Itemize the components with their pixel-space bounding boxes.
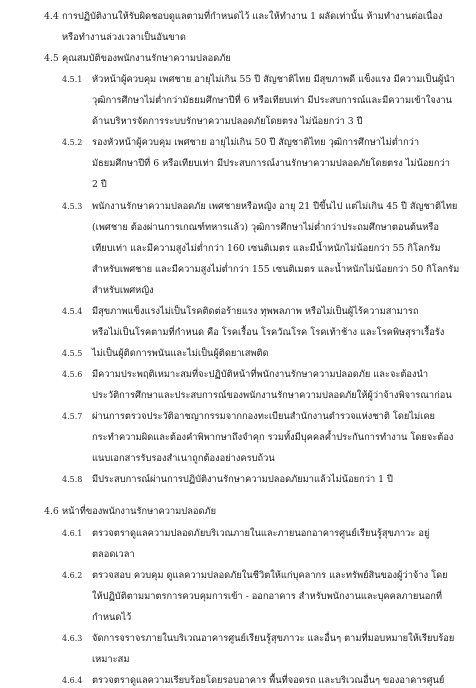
item-line: สำหรับเพศหญิง (92, 285, 154, 296)
item-line: ไม่เป็นผู้ติดการพนันและไม่เป็นผู้ติดยาเสพติด (92, 348, 269, 359)
item-line: จัดการจราจรภายในบริเวณอาคารศูนย์เรียนรู้สุขภาวะ และอื่นๆ ตามที่มอบหมายให้เรียบร้อย (92, 633, 455, 644)
item-line: ตลอดเวลา (92, 549, 135, 560)
item-number: 4.6.4 (62, 676, 83, 685)
item-line: ผ่านการตรวจประวัติอาชญากรรมจากกองทะเบียนสำนักงานตำรวจแห่งชาติ โดยไม่เคย (92, 411, 435, 422)
item-line: (เพศชาย ต้องผ่านการเกณฑ์ทหารแล้ว) วุฒิการศึกษาไม่ต่ำกว่าประถมศึกษาตอนต้นหรือ (92, 222, 439, 233)
item-line: หัวหน้าผู้ควบคุม เพศชาย อายุไม่เกิน 55 ปี สัญชาติไทย มีสุขภาพดี แข็งแรง มีความเป็นผู้นำ (92, 74, 455, 85)
item-number: 4.5.6 (62, 370, 83, 379)
item-line: ตรวจตราดูแลความปลอดภัยบริเวณภายในและภายนอกอาคารศูนย์เรียนรู้สุขภาวะ อยู่ (92, 528, 430, 539)
item-line: มีสุขภาพแข็งแรงไม่เป็นโรคติดต่อร้ายแรง ทุพพลภาพ หรือไม่เป็นผู้ไร้ความสามารถ (92, 306, 419, 317)
item-number: 4.6.2 (62, 571, 83, 580)
section-title: หน้าที่ของพนักงานรักษาความปลอดภัย (62, 506, 217, 517)
item-line: ตรวจสอบ ควบคุม ดูแลความปลอดภัยในชีวิตให้แก่บุคลากร และทรัพย์สินของผู้ว่าจ้าง โดย (92, 570, 448, 581)
item-line: แนบเอกสารรับรองสำเนาถูกต้องอย่างครบถ้วน (92, 453, 275, 464)
item-number: 4.5.1 (62, 75, 83, 84)
item-number: 4.5.4 (62, 307, 83, 316)
item-line: กำหนดไว้ (92, 612, 132, 623)
item-number: 4.5.2 (62, 138, 83, 147)
section-title: คุณสมบัติของพนักงานรักษาความปลอดภัย (62, 53, 231, 64)
paragraph-line: หรือทำงานล่วงเวลาเป็นอันขาด (62, 32, 186, 43)
item-number: 4.5.8 (62, 475, 83, 484)
item-number: 4.5.7 (62, 412, 83, 421)
item-line: ให้ปฏิบัติตามมาตรการควบคุมการเข้า - ออกอาคาร สำหรับพนักงานและบุคคลภายนอกที่ (92, 591, 443, 602)
section-number: 4.4 (44, 11, 59, 22)
item-line: กระทำความผิดและต้องคำพิพากษาถึงจำคุก รวมทั้งมีบุคคลค้ำประกันการทำงาน โดยจะต้อง (92, 432, 454, 443)
paragraph-line: การปฏิบัติงานให้รับผิดชอบดูแลตามที่กำหนดไว้ และให้ทำงาน 1 ผลัดเท่านั้น ห้ามทำงานต่อเนื่อง (62, 11, 443, 22)
item-line: รองหัวหน้าผู้ควบคุม เพศชาย อายุไม่เกิน 50 ปี สัญชาติไทย วุฒิการศึกษาไม่ต่ำกว่า (92, 137, 420, 148)
item-line: เหมาะสม (92, 654, 130, 665)
item-line: ประวัติการศึกษาและประสบการณ์ของพนักงานรักษาความปลอดภัยให้ผู้ว่าจ้างพิจารณาก่อน (92, 390, 452, 401)
item-line: พนักงานรักษาความปลอดภัย เพศชายหรือหญิง อายุ 21 ปีขึ้นไป แต่ไม่เกิน 45 ปี สัญชาติไทย (92, 201, 458, 212)
item-line: มีความประพฤติเหมาะสมที่จะปฏิบัติหน้าที่พนักงานรักษาความปลอดภัย และจะต้องนำ (92, 369, 429, 380)
item-line: 2 ปี (92, 179, 107, 190)
item-line: ด้านบริหารจัดการระบบรักษาความปลอดภัยโดยตรง ไม่น้อยกว่า 3 ปี (92, 116, 363, 127)
section-number: 4.6 (44, 506, 59, 517)
item-line: มีประสบการณ์ผ่านการปฏิบัติงานรักษาความปลอดภัยมาแล้วไม่น้อยกว่า 1 ปี (92, 474, 393, 485)
item-line: หรือไม่เป็นโรคตามที่กำหนด คือ โรคเรื้อน โรควัณโรค โรคเท้าช้าง และโรคพิษสุราเรื้อรัง (92, 327, 445, 338)
item-line: สำหรับเพศชาย และมีความสูงไม่ต่ำกว่า 155 เซนติเมตร และน้ำหนักไม่น้อยกว่า 50 กิโลกรัม (92, 264, 460, 275)
item-number: 4.5.3 (62, 202, 83, 211)
item-line: มัธยมศึกษาปีที่ 6 หรือเทียบเท่า มีประสบการณ์งานรักษาความปลอดภัยโดยตรง ไม่น้อยกว่า (92, 158, 450, 169)
item-line: เทียบเท่า และมีความสูงไม่ต่ำกว่า 160 เซนติเมตร และมีน้ำหนักไม่น้อยกว่า 55 กิโลกรัม (92, 243, 441, 254)
item-line: ตรวจตราดูแลความเรียบร้อยโดยรอบอาคาร พื้นที่จอดรถ และบริเวณอื่นๆ ของอาคารศูนย์ (92, 675, 445, 686)
item-number: 4.6.1 (62, 529, 83, 538)
item-number: 4.5.5 (62, 349, 83, 358)
item-line: วุฒิการศึกษาไม่ต่ำกว่ามัธยมศึกษาปีที่ 6 หรือเทียบเท่า มีประสบการณ์และมีความเข้าใจงาน (92, 95, 452, 106)
item-number: 4.6.3 (62, 634, 83, 643)
section-number: 4.5 (44, 53, 59, 64)
